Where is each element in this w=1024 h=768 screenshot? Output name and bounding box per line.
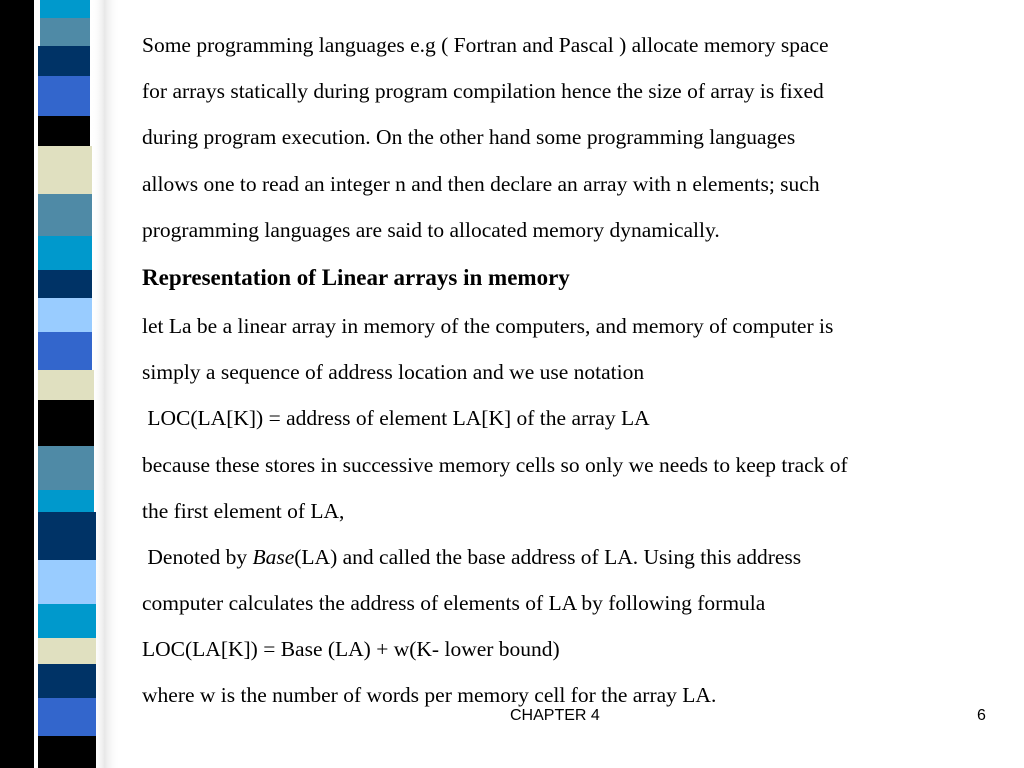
body-line: for arrays statically during program compilation hence the size of array is fixed xyxy=(142,79,824,104)
body-line: the first element of LA, xyxy=(142,498,345,523)
formula-definition: LOC(LA[K]) = address of element LA[K] of the array LA xyxy=(142,406,650,431)
body-line: during program execution. On the other hand some programming languages xyxy=(142,125,796,150)
slide-body xyxy=(142,22,1002,719)
body-line: simply a sequence of address location and we use notation xyxy=(142,360,645,385)
body-line: where w is the number of words per memory cell for the array LA. xyxy=(142,683,717,708)
body-line: because these stores in successive memory cells so only we needs to keep track of xyxy=(142,452,848,477)
slide-number: 6 xyxy=(977,707,986,724)
body-line: let La be a linear array in memory of the computers, and memory of computer is xyxy=(142,313,834,338)
base-term: Base xyxy=(252,544,295,569)
body-line: Some programming languages e.g ( Fortran and Pascal ) allocate memory space xyxy=(142,33,829,57)
footer-chapter: CHAPTER 4 xyxy=(510,707,600,724)
body-line: computer calculates the address of elements of LA by following formula xyxy=(142,591,766,616)
base-prefix: Denoted by xyxy=(142,544,253,569)
base-suffix: (LA) and called the base address of LA. Using this address xyxy=(294,544,802,569)
body-line: allows one to read an integer n and then declare an array with n elements; such xyxy=(142,171,820,196)
body-line: programming languages are said to allocated memory dynamically. xyxy=(142,217,720,242)
body-line-base xyxy=(142,534,1002,580)
section-heading: Representation of Linear arrays in memory xyxy=(142,264,570,290)
address-formula: LOC(LA[K]) = Base (LA) + w(K- lower bound) xyxy=(142,637,560,662)
decorative-side-band xyxy=(0,0,120,768)
